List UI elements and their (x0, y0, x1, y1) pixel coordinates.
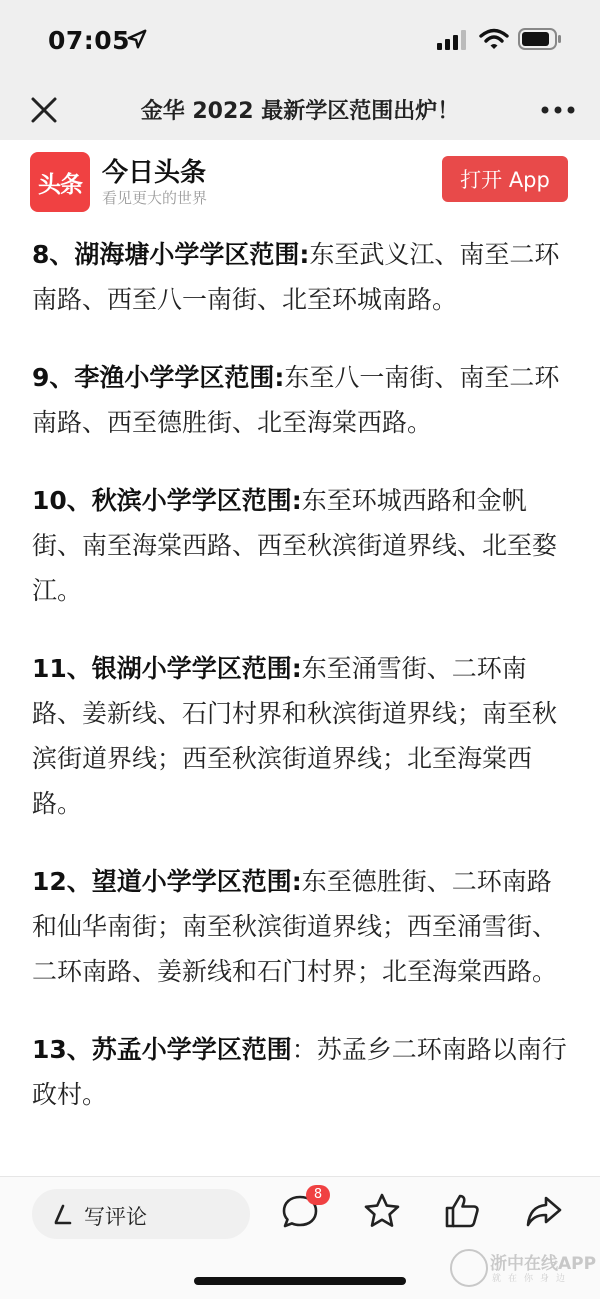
share-icon[interactable] (524, 1191, 564, 1231)
comment-placeholder: 写评论 (84, 1205, 147, 1229)
article-body (32, 232, 572, 1150)
home-indicator[interactable] (194, 1277, 406, 1285)
watermark-icon (450, 1249, 488, 1287)
paragraph-text: 东至武义江、南至二环南路、西至八一南街、北至环城南路。 (32, 240, 560, 314)
status-bar (0, 0, 600, 82)
article-paragraph (32, 232, 572, 322)
paragraph-text: ：苏孟乡二环南路以南行政村。 (32, 1035, 567, 1109)
status-time: 07:05 (48, 26, 131, 55)
pen-icon (52, 1202, 76, 1226)
battery-icon (518, 28, 562, 50)
cellular-signal-icon (437, 30, 467, 50)
star-icon[interactable] (362, 1191, 402, 1231)
article-paragraph (32, 355, 572, 445)
paragraph-heading: 10、秋滨小学学区范围: (32, 486, 302, 515)
more-icon[interactable] (540, 96, 576, 124)
page-title: 金华 2022 最新学区范围出炉！ (140, 99, 460, 124)
paragraph-heading: 12、望道小学学区范围: (32, 867, 302, 896)
comment-count-badge: 8 (306, 1185, 330, 1205)
article-paragraph (32, 646, 572, 826)
article-paragraph (32, 859, 572, 994)
article-paragraph (32, 478, 572, 613)
paragraph-text: 东至环城西路和金帆街、南至海棠西路、西至秋滨街道界线、北至婺江。 (32, 486, 558, 605)
article-paragraph (32, 1027, 572, 1117)
nav-bar (0, 82, 600, 140)
location-arrow-icon (126, 28, 148, 50)
paragraph-text: 东至涌雪街、二环南路、姜新线、石门村界和秋滨街道界线；南至秋滨街道界线；西至秋滨街道界线；北至海棠西路。 (32, 654, 558, 818)
watermark-logo (450, 1247, 595, 1287)
app-logo: 头条 (30, 152, 90, 212)
paragraph-heading: 11、银湖小学学区范围: (32, 654, 302, 683)
paragraph-text: 东至德胜街、二环南路和仙华南街；南至秋滨街道界线；西至涌雪街、二环南路、姜新线和石门村界；北至海棠西路。 (32, 867, 558, 986)
paragraph-heading: 8、湖海塘小学学区范围: (32, 240, 310, 269)
watermark-title: 浙中在线APP (490, 1254, 597, 1274)
write-comment-button[interactable] (32, 1189, 250, 1239)
close-icon[interactable] (28, 94, 60, 126)
app-tagline: 看见更大的世界 (102, 189, 208, 207)
open-app-button[interactable]: 打开 App (442, 156, 568, 202)
app-banner (0, 140, 600, 220)
paragraph-heading: 13、苏孟小学学区范围 (32, 1035, 292, 1064)
paragraph-heading: 9、李渔小学学区范围: (32, 363, 285, 392)
watermark-subtitle: 就在你身边 (492, 1274, 573, 1284)
thumbs-up-icon[interactable] (442, 1191, 482, 1231)
wifi-icon (479, 28, 509, 50)
paragraph-text: 东至八一南街、南至二环南路、西至德胜街、北至海棠西路。 (32, 363, 560, 437)
app-name: 今日头条 (102, 158, 207, 188)
